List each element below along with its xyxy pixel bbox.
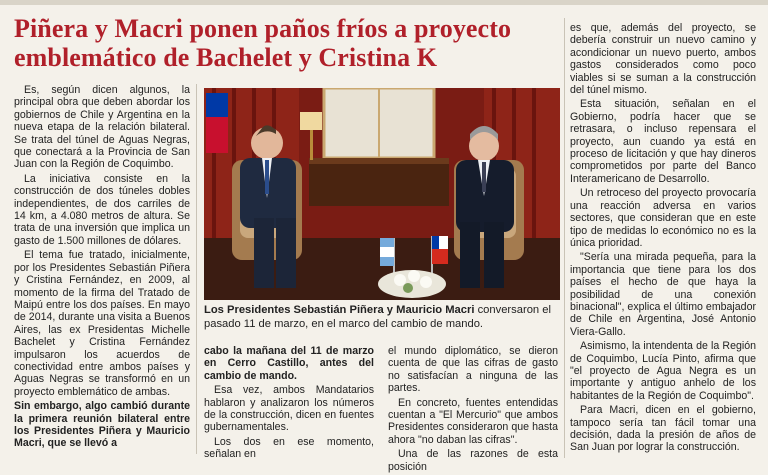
paragraph: Asimismo, la intendenta de la Región de Coquimbo, Lucía Pinto, afirma que "el proyecto de Agua Negra es un importante y antiguo anhelo de los habitantes de la Región de Coquimbo". [570, 340, 756, 402]
article-column-1 [14, 84, 190, 452]
paragraph: el mundo diplomático, se dieron cuenta de que las cifras de gasto no satisfacían a ninguna de las partes. [388, 345, 558, 395]
photo-illustration [204, 88, 560, 300]
photo-caption [204, 304, 560, 331]
article-column-right [570, 22, 756, 456]
paragraph: Para Macri, dicen en el gobierno, tampoco sería tan fácil tomar una decisión, dada la presión de años de San Juan por lograr la construcción. [570, 404, 756, 454]
paragraph: Una de las razones de esta posición [388, 448, 558, 473]
paragraph: Un retroceso del proyecto provocaría una reacción adversa en varios sectores, que consideran que en este tipo de medidas lo económico no es la única prioridad. [570, 187, 756, 249]
column-divider [196, 84, 197, 454]
paragraph: La iniciativa consiste en la construcción de dos túneles dobles independientes, de dos carriles de 14 km, a 4.080 metros de altura. Se trata de una inversión que implica un gasto de 1.500 millones de dólares. [14, 172, 190, 247]
article-column-2 [204, 345, 374, 463]
headline: Piñera y Macri ponen paños fríos a proyecto emblemático de Bachelet y Cristina K [14, 14, 512, 72]
caption-bold: Los Presidentes Sebastián Piñera y Mauricio Macri [204, 304, 475, 316]
photo-presidents [204, 88, 560, 300]
paragraph: En concreto, fuentes entendidas cuentan a "El Mercurio" que ambos Presidentes consideraron que hasta ahora "no daban las cifras". [388, 396, 558, 446]
paragraph: Esa vez, ambos Mandatarios hablaron y analizaron los números de la construcción, dicen en fuentes gubernamentales. [204, 384, 374, 434]
column-divider [564, 18, 565, 458]
paragraph-bold: Sin embargo, algo cambió durante la primera reunión bilateral entre los Presidentes Piñera y Mauricio Macri, que se llevó a [14, 400, 190, 450]
paragraph: El tema fue tratado, inicialmente, por los Presidentes Sebastián Piñera y Cristina Fernández, en 2009, al momento de la firma del Tratado de Maipú entre los dos países. En mayo de 2014, durante una visita a Buenos Aires, las ex Presidentas Michelle Bachelet y Cristina Fernández impulsaron los acuerdos de conectividad entre ambos países y Aguas Negras se transformó en un proyecto emblemático de ambas. [14, 249, 190, 398]
paragraph-bold: cabo la mañana del 11 de marzo en Cerro Castillo, antes del cambio de mando. [204, 345, 374, 382]
paragraph: Los dos en ese momento, señalan en [204, 435, 374, 461]
caption-text: conversaron el pasado 11 de marzo, en el marco del cambio de mando. [204, 304, 551, 330]
paragraph: Esta situación, señalan en el Gobierno, podría hacer que se retrasara, o incluso repensara el proyecto, aun cuando ya está en proceso de licitación y que hay dineros comprometidos por parte del Banco Interamericano de Desarrollo. [570, 98, 756, 185]
paragraph: es que, además del proyecto, se debería construir un nuevo camino y acondicionar un nuevo puerto, ambos gastos considerados como poco viables si se suman a la construcción del túnel mismo. [570, 22, 756, 97]
page-top-strip [0, 0, 768, 5]
paragraph: "Sería una mirada pequeña, para la importancia que tiene para los dos países el hecho de que haya la posibilidad de una conexión binacional", explica el último embajador de Chile en Argentina, José Antonio Viera-Gallo. [570, 251, 756, 338]
article-column-3 [388, 345, 558, 475]
paragraph: Es, según dicen algunos, la principal obra que deben abordar los gobiernos de Chile y Argentina en la nueva etapa de la relación bilateral. Se trata del túnel de Aguas Negras, que conectará a la Provincia de San Juan con la Región de Coquimbo. [14, 84, 190, 171]
